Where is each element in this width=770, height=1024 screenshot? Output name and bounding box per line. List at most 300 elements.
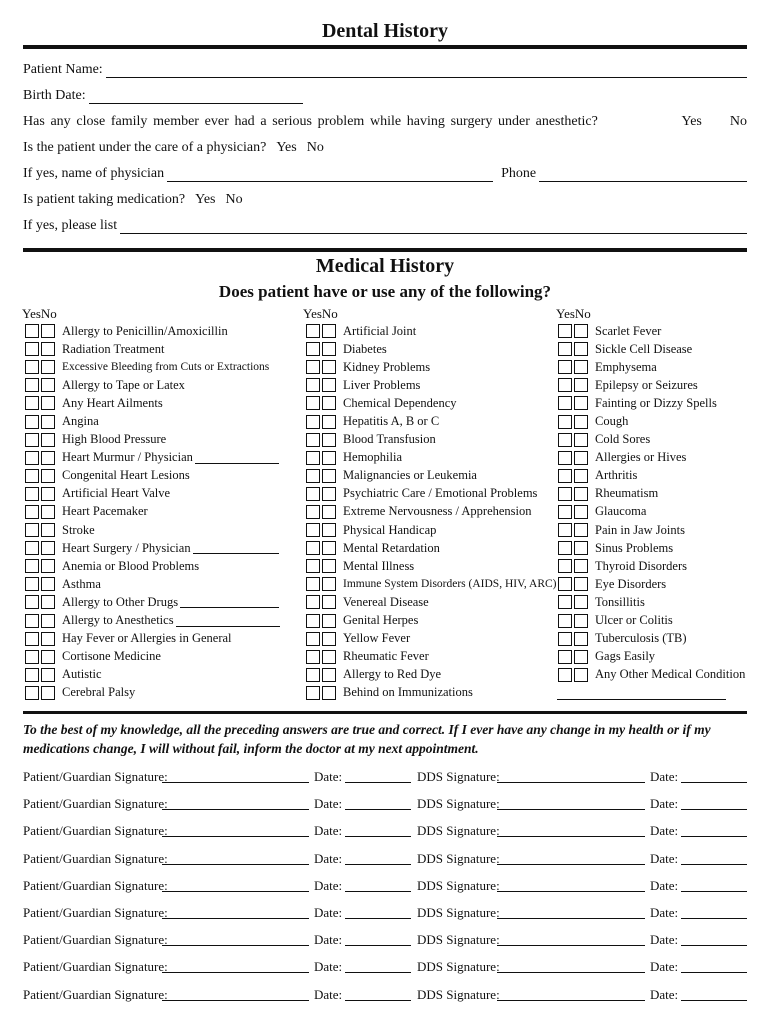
- condition-item: [25, 358, 280, 376]
- no-checkbox[interactable]: [41, 360, 55, 374]
- no-checkbox[interactable]: [322, 541, 336, 555]
- yes-checkbox[interactable]: [25, 686, 39, 700]
- condition-label: Chemical Dependency: [343, 395, 457, 410]
- no-checkbox[interactable]: [574, 668, 588, 682]
- condition-label: Liver Problems: [343, 377, 421, 392]
- date-field[interactable]: [681, 1000, 747, 1001]
- date-label: Date:: [650, 796, 679, 812]
- yes-checkbox[interactable]: [558, 360, 572, 374]
- condition-label: Tuberculosis (TB): [595, 631, 687, 646]
- condition-label: Allergy to Other Drugs: [62, 594, 179, 609]
- patient-signature-label: Patient/Guardian Signature:: [23, 796, 168, 812]
- condition-label: Immune System Disorders (AIDS, HIV, ARC): [343, 578, 557, 591]
- condition-item: [25, 684, 280, 702]
- yes-checkbox[interactable]: [25, 415, 39, 429]
- date-field[interactable]: [681, 945, 747, 946]
- date-field[interactable]: [345, 1000, 411, 1001]
- yes-checkbox[interactable]: [558, 469, 572, 483]
- condition-item: [306, 539, 557, 557]
- date-field[interactable]: [681, 864, 747, 865]
- no-checkbox[interactable]: [322, 559, 336, 573]
- no-checkbox[interactable]: [322, 505, 336, 519]
- condition-column-3: [558, 322, 745, 684]
- no-checkbox[interactable]: [322, 469, 336, 483]
- date-label: Date:: [314, 986, 343, 1002]
- no-checkbox[interactable]: [574, 632, 588, 646]
- physician-name-field[interactable]: [167, 168, 493, 182]
- no-checkbox[interactable]: [574, 559, 588, 573]
- condition-item: [558, 358, 745, 376]
- date-field[interactable]: [345, 891, 411, 892]
- no-checkbox[interactable]: [41, 324, 55, 338]
- condition-item: [558, 485, 745, 503]
- yes-checkbox[interactable]: [25, 650, 39, 664]
- condition-label: Kidney Problems: [343, 359, 431, 374]
- date-field[interactable]: [681, 972, 747, 973]
- yes-checkbox[interactable]: [25, 433, 39, 447]
- patient-signature-field[interactable]: [162, 836, 309, 837]
- yes-checkbox[interactable]: [306, 469, 320, 483]
- condition-item: [25, 412, 280, 430]
- yes-checkbox[interactable]: [306, 487, 320, 501]
- no-checkbox[interactable]: [574, 324, 588, 338]
- condition-label: Blood Transfusion: [343, 432, 436, 447]
- dds-signature-label: DDS Signature:: [417, 932, 500, 948]
- birth-date-label: Birth Date:: [23, 88, 86, 103]
- condition-item: [558, 449, 745, 467]
- no-checkbox[interactable]: [322, 360, 336, 374]
- no-checkbox[interactable]: [41, 577, 55, 591]
- condition-label: Diabetes: [343, 341, 387, 356]
- no-checkbox[interactable]: [574, 433, 588, 447]
- no-header: No: [40, 306, 57, 321]
- medication-yes-option[interactable]: Yes: [195, 192, 216, 207]
- phone-field[interactable]: [539, 168, 747, 182]
- yes-no-header-col1: [22, 307, 57, 321]
- yes-checkbox[interactable]: [25, 378, 39, 392]
- condition-item: [25, 648, 280, 666]
- yes-checkbox[interactable]: [558, 668, 572, 682]
- yes-checkbox[interactable]: [306, 668, 320, 682]
- date-label: Date:: [314, 959, 343, 975]
- yes-checkbox[interactable]: [306, 650, 320, 664]
- date-field[interactable]: [681, 809, 747, 810]
- yes-checkbox[interactable]: [306, 577, 320, 591]
- condition-item: [25, 503, 280, 521]
- patient-signature-field[interactable]: [162, 945, 309, 946]
- yes-checkbox[interactable]: [25, 360, 39, 374]
- condition-item: [25, 666, 280, 684]
- condition-label: Heart Pacemaker: [62, 504, 148, 519]
- medication-question-text: Is patient taking medication?: [23, 192, 186, 207]
- yes-checkbox[interactable]: [25, 469, 39, 483]
- condition-label: Pain in Jaw Joints: [595, 522, 685, 537]
- condition-item: [306, 630, 557, 648]
- yes-checkbox[interactable]: [25, 505, 39, 519]
- patient-signature-field[interactable]: [162, 864, 309, 865]
- no-checkbox[interactable]: [574, 469, 588, 483]
- patient-signature-label: Patient/Guardian Signature:: [23, 905, 168, 920]
- condition-label: Hemophilia: [343, 450, 403, 465]
- no-checkbox[interactable]: [574, 360, 588, 374]
- yes-checkbox[interactable]: [558, 324, 572, 338]
- medication-no-option[interactable]: No: [225, 192, 243, 207]
- yes-no-header-col2: [303, 307, 338, 321]
- date-label: Date:: [650, 850, 679, 866]
- other-condition-blank[interactable]: [557, 699, 726, 700]
- yes-checkbox[interactable]: [558, 523, 572, 537]
- patient-name-field[interactable]: [106, 64, 747, 78]
- yes-checkbox[interactable]: [558, 595, 572, 609]
- yes-checkbox[interactable]: [558, 433, 572, 447]
- no-header: No: [321, 306, 338, 321]
- patient-signature-label: Patient/Guardian Signature:: [23, 959, 168, 975]
- yes-checkbox[interactable]: [558, 415, 572, 429]
- condition-label: Rheumatism: [595, 486, 659, 501]
- yes-checkbox[interactable]: [558, 378, 572, 392]
- condition-label: Allergies or Hives: [595, 450, 687, 465]
- date-label: Date:: [650, 932, 679, 948]
- no-checkbox[interactable]: [574, 595, 588, 609]
- yes-checkbox[interactable]: [25, 487, 39, 501]
- physician-name-label: If yes, name of physician: [23, 166, 165, 181]
- no-checkbox[interactable]: [322, 324, 336, 338]
- condition-item: [306, 521, 557, 539]
- condition-label: Genital Herpes: [343, 613, 419, 628]
- condition-label: Artificial Joint: [343, 323, 417, 338]
- no-checkbox[interactable]: [322, 632, 336, 646]
- yes-checkbox[interactable]: [306, 505, 320, 519]
- condition-label: Angina: [62, 414, 99, 429]
- no-checkbox[interactable]: [41, 469, 55, 483]
- no-checkbox[interactable]: [41, 396, 55, 410]
- statement-rule: [23, 711, 747, 714]
- physician-yes-option[interactable]: Yes: [276, 140, 297, 155]
- yes-checkbox[interactable]: [25, 559, 39, 573]
- date-field[interactable]: [681, 918, 747, 919]
- dds-signature-label: DDS Signature:: [417, 905, 500, 920]
- no-checkbox[interactable]: [574, 650, 588, 664]
- condition-item: [558, 322, 745, 340]
- condition-item: [558, 431, 745, 449]
- date-field[interactable]: [345, 836, 411, 837]
- condition-label: Arthritis: [595, 468, 638, 483]
- condition-label: Scarlet Fever: [595, 323, 662, 338]
- date-field[interactable]: [345, 782, 411, 783]
- no-checkbox[interactable]: [322, 433, 336, 447]
- no-checkbox[interactable]: [41, 487, 55, 501]
- condition-label: Any Other Medical Condition: [595, 667, 746, 682]
- medical-history-subtitle: Does patient have or use any of the following?: [218, 282, 552, 301]
- no-checkbox[interactable]: [322, 668, 336, 682]
- no-checkbox[interactable]: [322, 378, 336, 392]
- date-field[interactable]: [681, 891, 747, 892]
- condition-item: [306, 358, 557, 376]
- patient-signature-label: Patient/Guardian Signature:: [23, 769, 168, 784]
- birth-date-field[interactable]: [89, 90, 303, 104]
- condition-item: [25, 394, 280, 412]
- section-rule: [23, 248, 747, 252]
- yes-checkbox[interactable]: [25, 668, 39, 682]
- date-label: Date:: [650, 986, 679, 1002]
- medical-history-title: Medical History: [315, 255, 455, 277]
- yes-checkbox[interactable]: [558, 451, 572, 465]
- condition-label: Autistic: [62, 667, 102, 682]
- yes-checkbox[interactable]: [25, 632, 39, 646]
- yes-checkbox[interactable]: [306, 342, 320, 356]
- no-checkbox[interactable]: [322, 396, 336, 410]
- condition-item: [306, 503, 557, 521]
- no-checkbox[interactable]: [41, 632, 55, 646]
- patient-signature-field[interactable]: [162, 782, 309, 783]
- patient-signature-field[interactable]: [162, 918, 309, 919]
- patient-signature-label: Patient/Guardian Signature:: [23, 823, 168, 839]
- physician-no-option[interactable]: No: [306, 140, 324, 155]
- yes-checkbox[interactable]: [558, 650, 572, 664]
- condition-label: Artificial Heart Valve: [62, 486, 171, 501]
- condition-label: Extreme Nervousness / Apprehension: [343, 504, 532, 519]
- yes-checkbox[interactable]: [306, 614, 320, 628]
- no-checkbox[interactable]: [322, 595, 336, 609]
- condition-item: [306, 322, 557, 340]
- condition-item: [306, 340, 557, 358]
- dds-signature-label: DDS Signature:: [417, 850, 500, 866]
- date-label: Date:: [650, 877, 679, 893]
- condition-item: [306, 612, 557, 630]
- medication-list-row: [23, 216, 747, 234]
- yes-checkbox[interactable]: [25, 595, 39, 609]
- physician-detail-field[interactable]: [195, 452, 279, 464]
- yes-checkbox[interactable]: [306, 324, 320, 338]
- no-checkbox[interactable]: [41, 686, 55, 700]
- birth-date-row: [23, 86, 747, 104]
- yes-checkbox[interactable]: [306, 686, 320, 700]
- yes-checkbox[interactable]: [306, 360, 320, 374]
- no-checkbox[interactable]: [41, 668, 55, 682]
- condition-item: [25, 539, 280, 557]
- no-checkbox[interactable]: [41, 451, 55, 465]
- no-checkbox[interactable]: [322, 342, 336, 356]
- condition-label: Rheumatic Fever: [343, 649, 429, 664]
- no-checkbox[interactable]: [41, 541, 55, 555]
- patient-signature-field[interactable]: [162, 1000, 309, 1001]
- yes-checkbox[interactable]: [558, 487, 572, 501]
- signature-row: [23, 794, 747, 812]
- yes-checkbox[interactable]: [558, 632, 572, 646]
- date-field[interactable]: [345, 945, 411, 946]
- medication-list-field[interactable]: [120, 220, 747, 234]
- condition-item: [558, 539, 745, 557]
- title-rule: [23, 45, 747, 49]
- condition-item: [558, 575, 745, 593]
- no-checkbox[interactable]: [41, 595, 55, 609]
- condition-column-1: [25, 322, 280, 702]
- no-checkbox[interactable]: [322, 650, 336, 664]
- dds-signature-label: DDS Signature:: [417, 769, 500, 784]
- yes-checkbox[interactable]: [306, 396, 320, 410]
- phone-label: Phone: [501, 166, 537, 181]
- condition-item: [25, 485, 280, 503]
- yes-checkbox[interactable]: [25, 577, 39, 591]
- no-checkbox[interactable]: [322, 451, 336, 465]
- condition-item: [558, 376, 745, 394]
- date-field[interactable]: [345, 864, 411, 865]
- condition-item: [306, 557, 557, 575]
- physician-detail-field[interactable]: [193, 542, 279, 554]
- date-field[interactable]: [345, 972, 411, 973]
- yes-checkbox[interactable]: [25, 541, 39, 555]
- yes-checkbox[interactable]: [25, 523, 39, 537]
- no-checkbox[interactable]: [574, 523, 588, 537]
- yes-checkbox[interactable]: [306, 559, 320, 573]
- no-checkbox[interactable]: [574, 614, 588, 628]
- no-checkbox[interactable]: [574, 342, 588, 356]
- condition-label: Excessive Bleeding from Cuts or Extractions: [62, 361, 270, 374]
- condition-item: [25, 575, 280, 593]
- no-checkbox[interactable]: [574, 487, 588, 501]
- yes-checkbox[interactable]: [558, 396, 572, 410]
- yes-checkbox[interactable]: [25, 614, 39, 628]
- yes-checkbox[interactable]: [306, 595, 320, 609]
- yes-checkbox[interactable]: [558, 541, 572, 555]
- no-checkbox[interactable]: [322, 487, 336, 501]
- condition-label: Mental Retardation: [343, 540, 440, 555]
- yes-checkbox[interactable]: [306, 451, 320, 465]
- yes-checkbox[interactable]: [25, 451, 39, 465]
- condition-item: [306, 431, 557, 449]
- no-checkbox[interactable]: [574, 451, 588, 465]
- no-checkbox[interactable]: [41, 559, 55, 573]
- condition-item: [306, 684, 557, 702]
- no-checkbox[interactable]: [574, 505, 588, 519]
- yes-checkbox[interactable]: [306, 378, 320, 392]
- no-checkbox[interactable]: [574, 415, 588, 429]
- dds-signature-field[interactable]: [497, 891, 645, 892]
- no-checkbox[interactable]: [574, 577, 588, 591]
- physician-question-text: Is the patient under the care of a physician?: [23, 140, 267, 155]
- dds-signature-field[interactable]: [497, 1000, 645, 1001]
- condition-item: [25, 340, 280, 358]
- date-label: Date:: [314, 823, 343, 839]
- condition-label: Venereal Disease: [343, 594, 429, 609]
- no-checkbox[interactable]: [41, 415, 55, 429]
- condition-item: [306, 666, 557, 684]
- condition-label: Epilepsy or Seizures: [595, 377, 698, 392]
- condition-column-2: [306, 322, 557, 702]
- dds-signature-field[interactable]: [497, 809, 645, 810]
- date-field[interactable]: [681, 782, 747, 783]
- condition-item: [558, 503, 745, 521]
- date-field[interactable]: [681, 836, 747, 837]
- patient-name-row: [23, 60, 747, 78]
- yes-checkbox[interactable]: [25, 324, 39, 338]
- medication-question-row: [23, 190, 747, 208]
- signature-row: [23, 821, 747, 839]
- condition-label: Allergy to Red Dye: [343, 667, 442, 682]
- patient-signature-field[interactable]: [162, 972, 309, 973]
- physician-detail-field[interactable]: [180, 596, 279, 608]
- yes-checkbox[interactable]: [558, 505, 572, 519]
- condition-item: [25, 376, 280, 394]
- condition-label: Thyroid Disorders: [595, 558, 687, 573]
- yes-checkbox[interactable]: [558, 559, 572, 573]
- condition-item: [25, 322, 280, 340]
- patient-signature-field[interactable]: [162, 809, 309, 810]
- dds-signature-label: DDS Signature:: [417, 796, 500, 812]
- no-checkbox[interactable]: [574, 541, 588, 555]
- no-checkbox[interactable]: [41, 505, 55, 519]
- condition-item: [25, 630, 280, 648]
- no-checkbox[interactable]: [322, 523, 336, 537]
- family-yes-option[interactable]: Yes: [681, 114, 702, 129]
- condition-item: [558, 666, 745, 684]
- condition-item: [558, 648, 745, 666]
- no-checkbox[interactable]: [41, 433, 55, 447]
- signature-row: [23, 957, 747, 975]
- date-label: Date:: [650, 905, 679, 920]
- patient-signature-label: Patient/Guardian Signature:: [23, 877, 168, 893]
- yes-checkbox[interactable]: [306, 433, 320, 447]
- no-checkbox[interactable]: [574, 378, 588, 392]
- dds-signature-field[interactable]: [497, 945, 645, 946]
- no-checkbox[interactable]: [322, 577, 336, 591]
- condition-label: Allergy to Penicillin/Amoxicillin: [62, 323, 228, 338]
- no-checkbox[interactable]: [41, 650, 55, 664]
- condition-label: Ulcer or Colitis: [595, 613, 673, 628]
- dds-signature-field[interactable]: [497, 836, 645, 837]
- condition-item: [306, 467, 557, 485]
- yes-checkbox[interactable]: [558, 577, 572, 591]
- condition-item: [558, 593, 745, 611]
- patient-signature-field[interactable]: [162, 891, 309, 892]
- no-checkbox[interactable]: [574, 396, 588, 410]
- dds-signature-label: DDS Signature:: [417, 986, 500, 1002]
- no-checkbox[interactable]: [41, 614, 55, 628]
- physician-detail-field[interactable]: [176, 615, 280, 627]
- yes-checkbox[interactable]: [306, 523, 320, 537]
- dds-signature-field[interactable]: [497, 864, 645, 865]
- yes-checkbox[interactable]: [306, 541, 320, 555]
- dds-signature-field[interactable]: [497, 972, 645, 973]
- date-field[interactable]: [345, 918, 411, 919]
- yes-checkbox[interactable]: [306, 415, 320, 429]
- no-checkbox[interactable]: [41, 342, 55, 356]
- no-checkbox[interactable]: [41, 523, 55, 537]
- condition-item: [25, 449, 280, 467]
- no-checkbox[interactable]: [322, 614, 336, 628]
- condition-label: Psychiatric Care / Emotional Problems: [343, 486, 538, 501]
- condition-item: [558, 467, 745, 485]
- family-no-option[interactable]: No: [729, 114, 747, 129]
- condition-item: [306, 648, 557, 666]
- yes-checkbox[interactable]: [558, 342, 572, 356]
- condition-item: [306, 485, 557, 503]
- yes-checkbox[interactable]: [306, 632, 320, 646]
- yes-checkbox[interactable]: [25, 396, 39, 410]
- dds-signature-field[interactable]: [497, 918, 645, 919]
- yes-checkbox[interactable]: [25, 342, 39, 356]
- no-checkbox[interactable]: [41, 378, 55, 392]
- physician-question-row: [23, 138, 747, 156]
- condition-label: Any Heart Ailments: [62, 395, 163, 410]
- date-field[interactable]: [345, 809, 411, 810]
- dds-signature-field[interactable]: [497, 782, 645, 783]
- yes-checkbox[interactable]: [558, 614, 572, 628]
- no-checkbox[interactable]: [322, 415, 336, 429]
- condition-item: [558, 557, 745, 575]
- condition-label: Fainting or Dizzy Spells: [595, 395, 717, 410]
- no-checkbox[interactable]: [322, 686, 336, 700]
